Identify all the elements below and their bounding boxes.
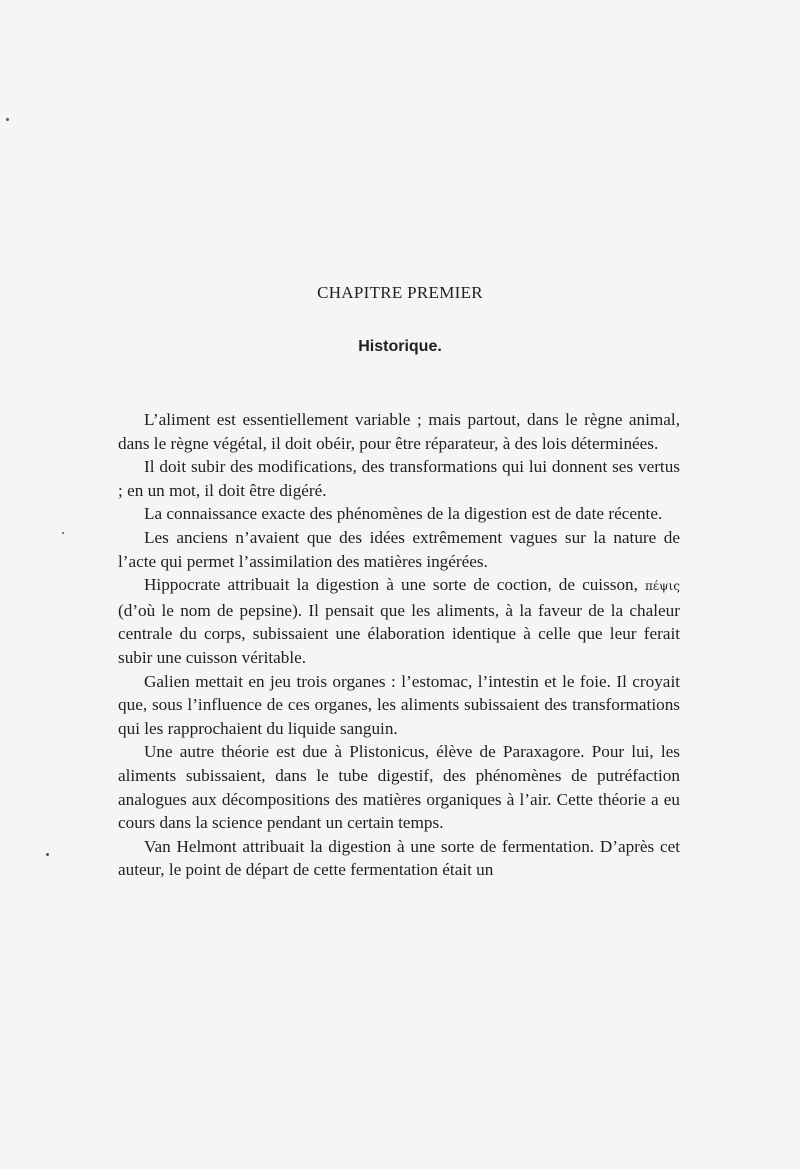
greek-word: πέψις [645,579,680,594]
paragraph-7: Une autre théorie est due à Plistonicus, élève de Paraxagore. Pour lui, les aliments subissaient, dans le tube digestif, des phénomènes de putréfaction analogues aux décompositions des matières organiques à l’air. Cette théorie a eu cours dans la science pendant un certain temps. [118,742,680,833]
paragraph-8: Van Helmont attribuait la digestion à une sorte de fermentation. D’après cet auteur, le point de départ de cette fermentation était un [118,836,680,880]
paragraph-3: La connaissance exacte des phénomènes de la digestion est de date récente. [144,504,663,524]
paper-speck [46,853,49,856]
chapter-title: CHAPITRE PREMIER [317,283,483,302]
paper-speck [6,118,9,121]
body-text [118,408,680,882]
paragraph-5 [118,573,680,669]
section-title: Historique. [358,338,442,355]
paragraph-5-lead: Hippocrate attribuait la digestion à une sorte de coction, de cuisson, [144,575,646,595]
paragraph-5-rest: (d’où le nom de pepsine). Il pensait que les aliments, à la faveur de la chaleur centrale du corps, subissaient une élaboration identique à celle que leur ferait subir une cuisson véritable. [118,600,680,667]
paper-speck [62,532,64,534]
paragraph-6: Galien mettait en jeu trois organes : l’estomac, l’intestin et le foie. Il croyait que, sous l’influence de ces organes, les aliments subissaient des transformations qui les rapprochaient du liquide sanguin. [118,671,680,738]
paragraph-4: Les anciens n’avaient que des idées extrêmement vagues sur la nature de l’acte qui permet l’assimilation des matières ingérées. [118,527,680,571]
paragraph-1: L’aliment est essentiellement variable ; mais partout, dans le règne animal, dans le règne végétal, il doit obéir, pour être réparateur, à des lois déterminées. [118,410,680,453]
paragraph-2: Il doit subir des modifications, des transformations qui lui donnent ses vertus ; en un mot, il doit être digéré. [118,457,680,500]
